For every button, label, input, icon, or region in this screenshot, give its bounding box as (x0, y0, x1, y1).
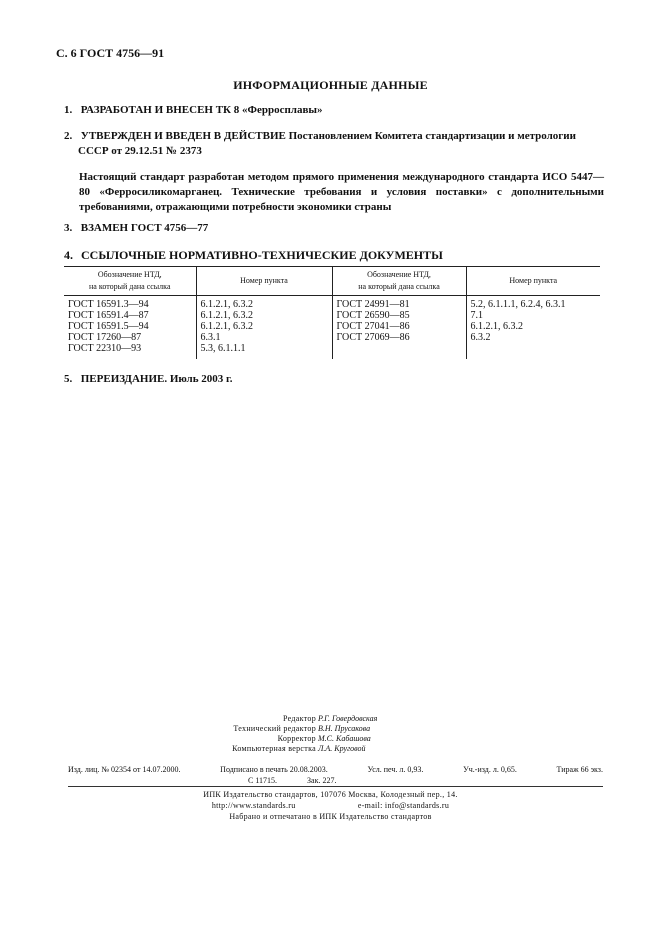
publisher-email: e-mail: info@standards.ru (357, 801, 450, 810)
table-cell: 6.1.2.1, 6.3.2 (200, 299, 253, 310)
right-doc-column (332, 296, 466, 360)
page-header: С. 6 ГОСТ 4756—91 (56, 46, 165, 60)
left-doc-column (64, 296, 196, 360)
table-cell: 7.1 (470, 310, 483, 321)
table-header-row (64, 267, 600, 296)
left-clause-column (196, 296, 332, 360)
table-cell: ГОСТ 17260—87 (68, 332, 142, 343)
table-cell: 5.3, 6.1.1.1 (200, 343, 246, 354)
credit-name: Л.А. Круговой (318, 744, 366, 753)
header-designation-left (64, 267, 196, 296)
references-table (64, 266, 600, 359)
header-line: на который дана ссылка (358, 282, 440, 291)
publication-info-line2 (68, 775, 603, 786)
header-clause-right: Номер пункта (466, 267, 600, 296)
item-text-line1: УТВЕРЖДЕН И ВВЕДЕН В ДЕЙСТВИЕ Постановлением Комитета стандартизации и метрологии (80, 130, 576, 142)
item-1 (64, 103, 604, 118)
credit-row (0, 713, 661, 723)
publisher-printed-note: Набрано и отпечатано в ИПК Издательство стандартов (229, 812, 432, 821)
item-3 (64, 221, 604, 236)
table-cell: ГОСТ 16591.3—94 (68, 299, 149, 310)
item-5 (64, 372, 604, 387)
item-number: 5. (64, 373, 73, 385)
credit-role: Корректор (277, 734, 316, 743)
table-cell: ГОСТ 27069—86 (336, 332, 410, 343)
credit-row (0, 733, 661, 743)
credits-block (0, 713, 661, 753)
table-cell: 6.1.2.1, 6.3.2 (200, 310, 253, 321)
table-cell: ГОСТ 16591.4—87 (68, 310, 149, 321)
publication-info (68, 764, 603, 786)
item-text: РАЗРАБОТАН И ВНЕСЕН ТК 8 «Ферросплавы» (80, 104, 323, 116)
order-c: С 11715. (248, 776, 278, 785)
item-text: ССЫЛОЧНЫЕ НОРМАТИВНО-ТЕХНИЧЕСКИЕ ДОКУМЕНТЫ (81, 248, 443, 262)
table-body-row (64, 296, 600, 360)
item-number: 2. (64, 130, 73, 142)
table-cell: ГОСТ 24991—81 (336, 299, 410, 310)
item-2 (64, 129, 604, 159)
item-number: 4. (64, 248, 73, 262)
item-2-paragraph: Настоящий стандарт разработан методом прямого применения международного стандарта ИСО 5447—80 «Ферросиликомарганец. Технические требования и условия поставки» с дополнительными требованиями, отражающими потребности экономики страны (79, 171, 604, 213)
credit-role: Редактор (283, 714, 316, 723)
credit-name: Р.Г. Говердовская (318, 714, 378, 723)
item-text-line2: СССР от 29.12.51 № 2373 (78, 145, 202, 157)
credit-role: Компьютерная верстка (232, 744, 316, 753)
publisher-address: ИПК Издательство стандартов, 107076 Москва, Колодезный пер., 14. (203, 790, 458, 799)
header-line: Обозначение НТД, (367, 270, 431, 279)
item-text: ВЗАМЕН ГОСТ 4756—77 (80, 222, 209, 234)
order-number: Зак. 227. (307, 776, 337, 785)
table-cell: 6.1.2.1, 6.3.2 (470, 321, 523, 332)
print-run: Тираж 66 экз. (556, 765, 603, 774)
table-cell: ГОСТ 26590—85 (336, 310, 410, 321)
item-number: 3. (64, 222, 73, 234)
header-clause-left: Номер пункта (196, 267, 332, 296)
license: Изд. лиц. № 02354 от 14.07.2000. (68, 765, 181, 774)
divider (68, 786, 603, 787)
table-cell: 6.1.2.1, 6.3.2 (200, 321, 253, 332)
item-4 (64, 248, 604, 263)
right-clause-column (466, 296, 600, 360)
credit-name: М.С. Кабашова (318, 734, 371, 743)
item-text: ПЕРЕИЗДАНИЕ. Июль 2003 г. (80, 373, 233, 385)
table-cell: ГОСТ 22310—93 (68, 343, 142, 354)
credit-row (0, 723, 661, 733)
pub-sheets: Уч.-изд. л. 0,65. (463, 765, 517, 774)
table-cell: 6.3.1 (200, 332, 221, 343)
credit-name: В.Н. Прусакова (318, 724, 371, 733)
print-sheets: Усл. печ. л. 0,93. (367, 765, 424, 774)
table-cell: 6.3.2 (470, 332, 491, 343)
table-cell: 5.2, 6.1.1.1, 6.2.4, 6.3.1 (470, 299, 566, 310)
publisher-block (0, 789, 661, 822)
item-number: 1. (64, 104, 73, 116)
table-cell: ГОСТ 27041—86 (336, 321, 410, 332)
section-title: ИНФОРМАЦИОННЫЕ ДАННЫЕ (233, 78, 428, 92)
publisher-website: http://www.standards.ru (211, 801, 296, 810)
publisher-contacts (0, 800, 661, 811)
header-line: на который дана ссылка (89, 282, 171, 291)
signed-date: Подписано в печать 20.08.2003. (220, 765, 328, 774)
header-designation-right (332, 267, 466, 296)
publication-info-line1 (68, 764, 603, 775)
table-cell: ГОСТ 16591.5—94 (68, 321, 149, 332)
credit-row (0, 743, 661, 753)
credit-role: Технический редактор (233, 724, 316, 733)
header-line: Обозначение НТД, (97, 270, 162, 279)
